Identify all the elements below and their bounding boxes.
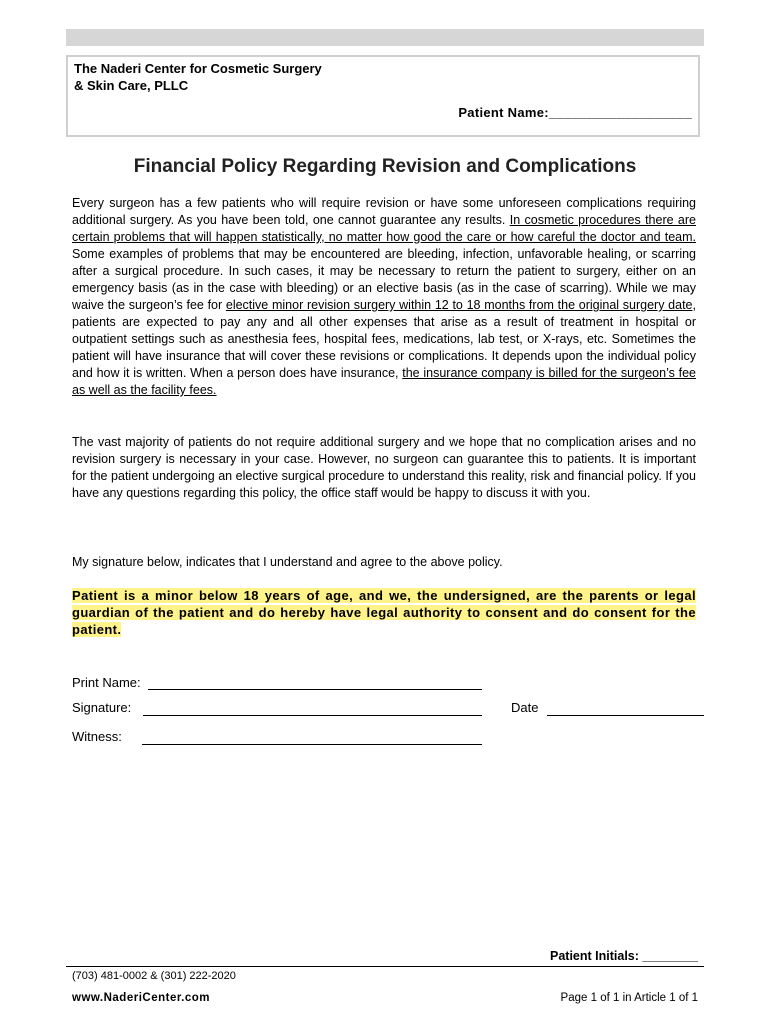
page-title: Financial Policy Regarding Revision and Complications xyxy=(133,156,637,177)
page-number: Page 1 of 1 in Article 1 of 1 xyxy=(560,992,698,1004)
agreement-statement: My signature below, indicates that I understand and agree to the above policy. xyxy=(72,555,503,569)
underlined-text: elective minor revision surgery within 12 to 18 months from the original surgery date xyxy=(225,298,693,312)
patient-initials-field[interactable]: Patient Initials: ________ xyxy=(550,949,698,963)
underlined-text: the insurance company is billed for the surgeon’s fee as well as the facility fees. xyxy=(72,366,696,397)
header-bar xyxy=(66,29,704,46)
paragraph-text: Every surgeon has a few patients who will require revision or have some unforeseen complications requiring additional surgery. As you have been told, one cannot guarantee any results. xyxy=(72,196,696,227)
witness-label: Witness: xyxy=(72,729,122,744)
print-name-label: Print Name: xyxy=(72,675,141,690)
paragraph-text: , patients are expected to pay any and all other expenses that arise as a result of treatment in hospital or outpatient settings such as anesthesia fees, hospital fees, medications, lab test, or X-rays, etc. Sometimes the patient will have insurance that will cover these revisions or complications. It depends upon the individual policy and how it is written. When a person does have insurance, xyxy=(72,298,696,380)
footer-divider xyxy=(66,966,704,967)
signature-label: Signature: xyxy=(72,700,132,715)
witness-line[interactable] xyxy=(142,744,482,745)
minor-consent-notice xyxy=(72,587,696,638)
policy-paragraph xyxy=(72,195,696,399)
date-line[interactable] xyxy=(547,715,704,716)
patient-name-field[interactable]: Patient Name:___________________ xyxy=(458,105,692,120)
minor-consent-text: Patient is a minor below 18 years of age, and we, the undersigned, are the parents or legal guardian of the patient and do hereby have legal authority to consent and do consent for the patient. xyxy=(72,588,696,637)
footer-phone: (703) 481-0002 & (301) 222-2020 xyxy=(72,970,236,982)
underlined-text: In cosmetic procedures there are certain problems that will happen statistically, no matter how good the care or how careful the doctor and team. xyxy=(72,213,696,244)
practice-name: The Naderi Center for Cosmetic Surgery & Skin Care, PLLC xyxy=(74,61,322,93)
signature-line[interactable] xyxy=(143,715,482,716)
print-name-line[interactable] xyxy=(148,689,482,690)
footer-website: www.NaderiCenter.com xyxy=(72,992,211,1004)
policy-paragraph-2: The vast majority of patients do not require additional surgery and we hope that no complication arises and no revision surgery is necessary in your case. However, no surgeon can guarantee this to patients. It is important for the patient undergoing an elective surgical procedure to understand this reality, risk and financial policy. If you have any questions regarding this policy, the office staff would be happy to discuss it with you. xyxy=(72,435,696,500)
header-box xyxy=(66,55,700,137)
paragraph-text: Some examples of problems that may be encountered are bleeding, infection, unfavorable healing, or scarring after a surgical procedure. In such cases, it may be necessary to return the patient to surgery, either on an emergency basis (as in the case with bleeding) or an elective basis (as in the case of scarring). While we may waive the surgeon’s fee for xyxy=(72,247,696,312)
date-label: Date xyxy=(511,700,539,715)
